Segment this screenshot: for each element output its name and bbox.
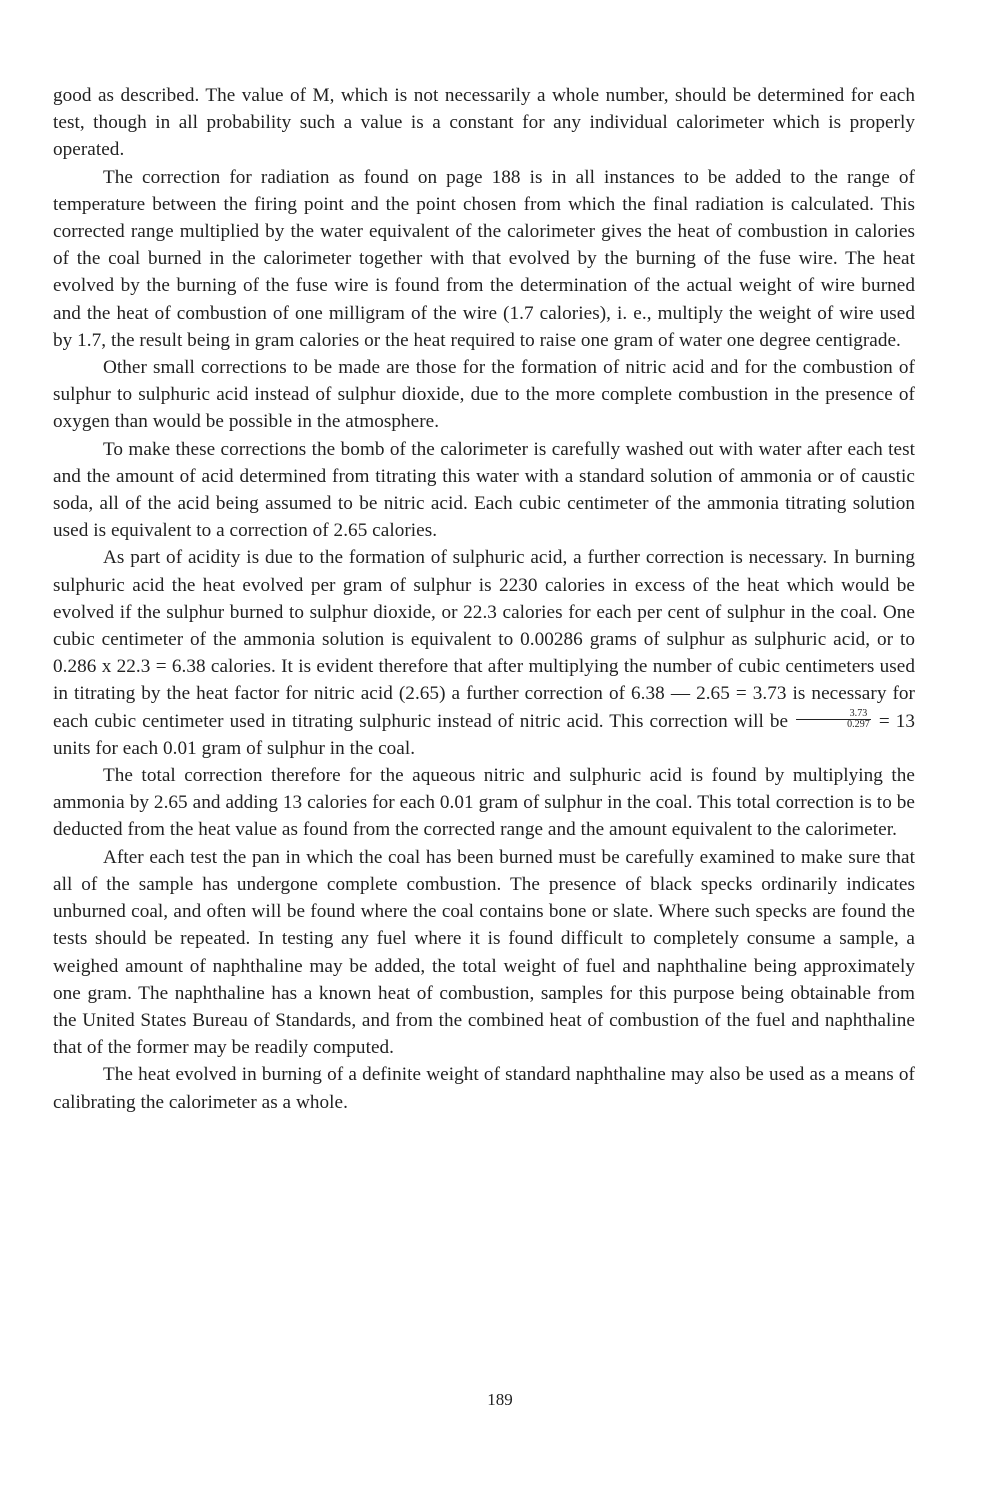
paragraph-pan-examination: After each test the pan in which the coal has been burned must be carefully examined to make sure that all of the sample has undergone complete combustion. The presence of black specks ordinarily indicates unburned coal, and often will be found where the coal contains bone or slate. Where such specks are found the tests should be repeated. In testing any fuel where it is found difficult to completely consume a sample, a weighed amount of naphthaline may be added, the total weight of fuel and naphthaline being approximately one gram. The naphthaline has a known heat of combustion, samples for this purpose being obtainable from the United States Bureau of Standards, and from the combined heat of combustion of the fuel and naphthaline that of the former may be readily computed.	[53, 846, 915, 1059]
fraction-numerator: 3.73	[796, 709, 871, 720]
paragraph-continuation: good as described. The value of M, which is not necessarily a whole number, should be determined for each test, though in all probability such a value is a constant for any individual calorimeter which is properly operated.	[53, 85, 915, 161]
paragraph-naphthaline-calibration: The heat evolved in burning of a definite weight of standard naphthaline may also be used as a means of calibrating the calorimeter as a whole.	[53, 1064, 915, 1113]
page-body	[53, 82, 915, 1116]
paragraph-nitric-acid-correction: To make these corrections the bomb of the calorimeter is carefully washed out with water after each test and the amount of acid determined from titrating this water with a standard solution of ammonia or of caustic soda, all of the acid being assumed to be nitric acid. Each cubic centimeter of the ammonia titrating solution used is equivalent to a correction of 2.65 calories.	[53, 438, 915, 542]
paragraph-total-correction: The total correction therefore for the aqueous nitric and sulphuric acid is found by multiplying the ammonia by 2.65 and adding 13 calories for each 0.01 gram of sulphur in the coal. This total correction is to be deducted from the heat value as found from the corrected range and the amount equivalent to the calorimeter.	[53, 765, 915, 841]
correction-fraction	[796, 709, 871, 730]
sulphuric-text-before: As part of acidity is due to the formation of sulphuric acid, a further correction is necessary. In burning sulphuric acid the heat evolved per gram of sulphur is 2230 calories in excess of the heat which would be evolved if the sulphur burned to sulphur dioxide, or 22.3 calories for each per cent of sulphur in the coal. One cubic centimeter of the ammonia solution is equivalent to 0.00286 grams of sulphur as sulphuric acid, or to 0.286 x 22.3 = 6.38 calories. It is evident therefore that after multiplying the number of cubic centimeters used in titrating by the heat factor for nitric acid (2.65) a further correction of 6.38 — 2.65 = 3.73 is necessary for each cubic centimeter used in titrating sulphuric instead of nitric acid. This correction will be	[53, 547, 915, 732]
page-number: 189	[487, 1390, 513, 1409]
fraction-denominator: 0.297	[847, 718, 870, 730]
paragraph-small-corrections: Other small corrections to be made are those for the formation of nitric acid and for the combustion of sulphur to sulphuric acid instead of sulphur dioxide, due to the more complete combustion in the presence of oxygen than would be possible in the atmosphere.	[53, 357, 915, 433]
paragraph-radiation-correction: The correction for radiation as found on page 188 is in all instances to be added to the range of temperature between the firing point and the point chosen from which the final radiation is calculated. This corrected range multiplied by the water equivalent of the calorimeter gives the heat of combustion in calories of the coal burned in the calorimeter together with that evolved by the burning of the fuse wire. The heat evolved by the burning of the fuse wire is found from the determination of the actual weight of wire burned and the heat of combustion of one milligram of the wire (1.7 calories), i. e., multiply the weight of wire used by 1.7, the result being in gram calories or the heat required to raise one gram of water one degree centigrade.	[53, 166, 915, 351]
sulphuric-text-after: = 13 units for each 0.01 gram of sulphur in the coal.	[53, 710, 915, 759]
paragraph-sulphuric-acid-correction	[53, 544, 915, 762]
